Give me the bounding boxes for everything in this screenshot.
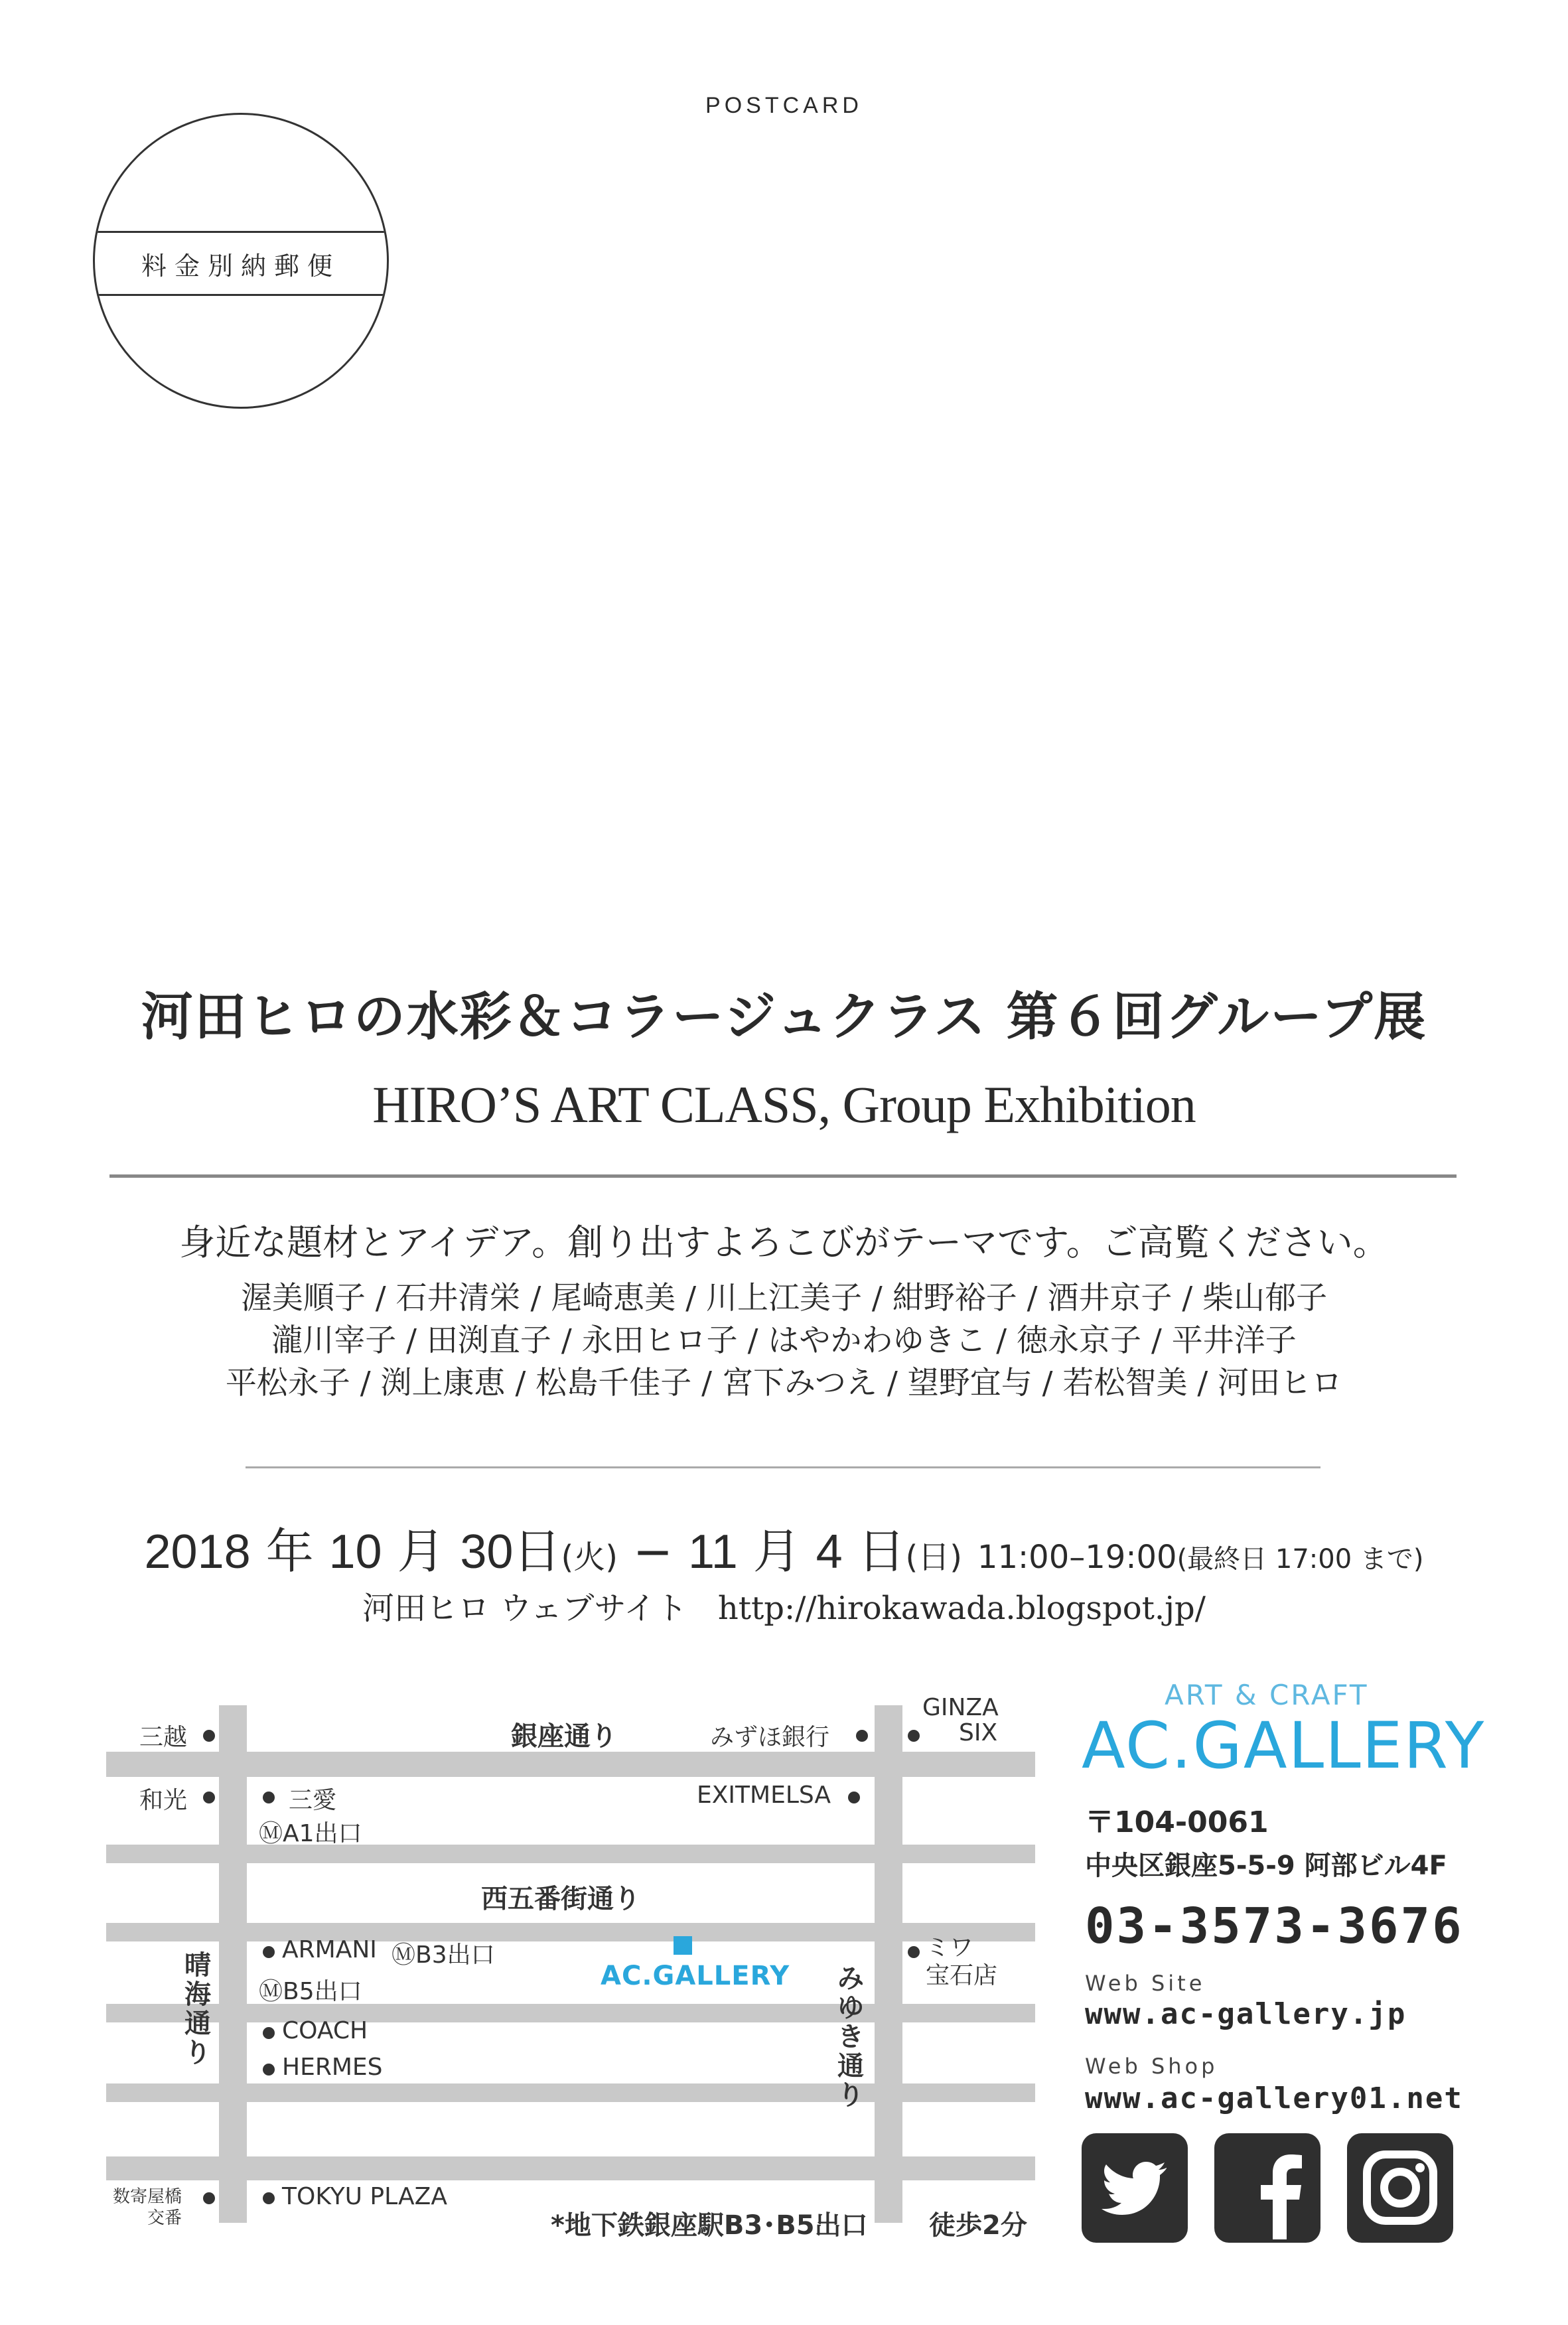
- end-weekday: (日): [905, 1539, 963, 1576]
- postage-stamp-circle: [93, 113, 389, 409]
- postal-code: 〒104-0061: [1085, 1805, 1269, 1839]
- date-dash: −: [617, 1523, 689, 1579]
- label-hermes: HERMES: [282, 2054, 383, 2081]
- dot-armani: [263, 1946, 275, 1958]
- instagram-icon[interactable]: [1347, 2133, 1453, 2243]
- divider-top: [109, 1174, 1457, 1178]
- dot-miwa: [908, 1946, 920, 1958]
- label-ginza-six-1: GINZA: [922, 1694, 999, 1721]
- label-sukiyabashi: [113, 2186, 182, 2229]
- last-day-note: (最終日 17:00 まで): [1176, 1544, 1424, 1575]
- dot-tokyu: [263, 2192, 275, 2204]
- gallery-phone[interactable]: 03-3573-3676: [1085, 1898, 1464, 1955]
- dot-mitsukoshi: [203, 1730, 215, 1742]
- start-weekday: (火): [561, 1539, 618, 1576]
- web-shop-label: Web Shop: [1085, 2054, 1218, 2079]
- end-month: 11: [688, 1525, 738, 1579]
- metro-exit-b5: [259, 1973, 362, 2007]
- title-japanese: 河田ヒロの水彩＆コラージュクラス 第６回グループ展: [141, 987, 1427, 1047]
- ac-gallery-logo: AC.GALLERY: [1082, 1709, 1486, 1783]
- metro-icon: Ⓜ: [259, 1820, 283, 1847]
- web-shop-url[interactable]: www.ac-gallery01.net: [1085, 2081, 1463, 2115]
- web-site-url[interactable]: www.ac-gallery.jp: [1085, 1997, 1407, 2031]
- day-suffix: 日: [513, 1523, 561, 1579]
- postage-paid-text: 料金別納郵便: [95, 231, 387, 296]
- label-miyuki-dori: みゆき通り: [837, 1963, 864, 2111]
- dot-hermes: [263, 2064, 275, 2076]
- label-harumi-dori: 晴海通り: [184, 1950, 211, 2068]
- access-map: [100, 1685, 1042, 2256]
- label-miwa: [926, 1934, 997, 1990]
- facebook-icon[interactable]: [1214, 2133, 1320, 2243]
- dot-sukiyabashi: [203, 2192, 215, 2204]
- access-note: *地下鉄銀座駅B3･B5出口: [551, 2210, 868, 2241]
- artist-names-line-3: 平松永子 / 渕上康恵 / 松島千佳子 / 宮下みつえ / 望野宜与 / 若松智美 / 河田ヒロ: [225, 1365, 1343, 1401]
- dot-mitsubishi: [263, 1792, 275, 1803]
- metro-exit-b3: [392, 1936, 495, 1970]
- metro-exit-a1: [259, 1815, 362, 1849]
- road-miyuki-dori: [875, 1705, 902, 2223]
- dot-ginza-six: [908, 1730, 920, 1742]
- map-gallery-label: AC.GALLERY: [601, 1961, 790, 1991]
- end-day: 4: [816, 1525, 843, 1579]
- label-miwa-1: ミワ: [926, 1934, 974, 1961]
- artist-names: [0, 1277, 1568, 1405]
- metro-icon: Ⓜ: [392, 1941, 416, 1969]
- dot-wako: [203, 1792, 215, 1803]
- label-exit-b5: B5出口: [283, 1978, 362, 2005]
- tagline: 身近な題材とアイデア。創り出すよろこびがテーマです。ご高覧ください。: [179, 1222, 1389, 1263]
- label-miwa-2: 宝石店: [926, 1962, 998, 1989]
- label-ginza-dori: 銀座通り: [511, 1721, 617, 1752]
- gallery-location-marker: [674, 1936, 692, 1955]
- start-month: 10: [328, 1525, 382, 1579]
- label-armani: ARMANI: [282, 1936, 377, 1963]
- title-english: HIRO’S ART CLASS, Group Exhibition: [372, 1076, 1196, 1133]
- website-label: 河田ヒロ ウェブサイト: [362, 1590, 688, 1627]
- artist-names-line-2: 瀧川宰子 / 田渕直子 / 永田ヒロ子 / はやかわゆきこ / 徳永京子 / 平井洋子: [271, 1322, 1297, 1359]
- gallery-address: 中央区銀座5-5-9 阿部ビル4F: [1085, 1851, 1447, 1881]
- twitter-icon[interactable]: [1082, 2133, 1188, 2243]
- metro-icon: Ⓜ: [259, 1978, 283, 2005]
- dot-exitmelsa: [848, 1792, 860, 1803]
- label-tokyu-plaza: TOKYU PLAZA: [282, 2183, 447, 2210]
- label-sukiyabashi-1: 数寄屋橋: [113, 2187, 182, 2207]
- label-sukiyabashi-2: 交番: [147, 2208, 182, 2228]
- year: 2018: [144, 1525, 251, 1579]
- label-wako: 和光: [139, 1787, 188, 1814]
- artist-names-line-1: 渥美順子 / 石井清栄 / 尾崎恵美 / 川上江美子 / 紺野裕子 / 酒井京子 / 柴山郁子: [240, 1280, 1328, 1316]
- label-exit-a1: A1出口: [283, 1820, 362, 1847]
- label-ginza-six: [922, 1695, 999, 1746]
- start-day: 30: [460, 1525, 514, 1579]
- exhibition-dates: [0, 1513, 1568, 1582]
- art-craft-label: ART & CRAFT: [1165, 1679, 1369, 1711]
- dot-coach: [263, 2027, 275, 2039]
- label-mizuho: みずほ銀行: [710, 1724, 830, 1751]
- walk-time: 徒歩2分: [929, 2210, 1027, 2241]
- label-coach: COACH: [282, 2017, 368, 2044]
- website-url[interactable]: http://hirokawada.blogspot.jp/: [717, 1590, 1206, 1627]
- dot-mizuho: [856, 1730, 868, 1742]
- label-nishi-gobangai: 西五番街通り: [481, 1884, 640, 1914]
- label-ginza-six-2: SIX: [959, 1719, 998, 1746]
- postcard-label: POSTCARD: [705, 93, 863, 118]
- opening-hours: 11:00–19:00: [977, 1539, 1177, 1576]
- label-mitsukoshi: 三越: [139, 1724, 188, 1751]
- label-mitsubishi: 三愛: [289, 1787, 337, 1814]
- month-suffix: 月: [397, 1523, 445, 1579]
- year-suffix: 年: [265, 1523, 314, 1579]
- month-suffix-2: 月: [752, 1523, 801, 1579]
- day-suffix-2: 日: [857, 1523, 906, 1579]
- label-exit-b3: B3出口: [415, 1941, 495, 1969]
- artist-website: [0, 1583, 1568, 1628]
- road-harumi-dori: [219, 1705, 247, 2223]
- divider-bottom: [246, 1466, 1320, 1468]
- web-site-label: Web Site: [1085, 1971, 1206, 1996]
- label-exitmelsa: EXITMELSA: [697, 1782, 831, 1809]
